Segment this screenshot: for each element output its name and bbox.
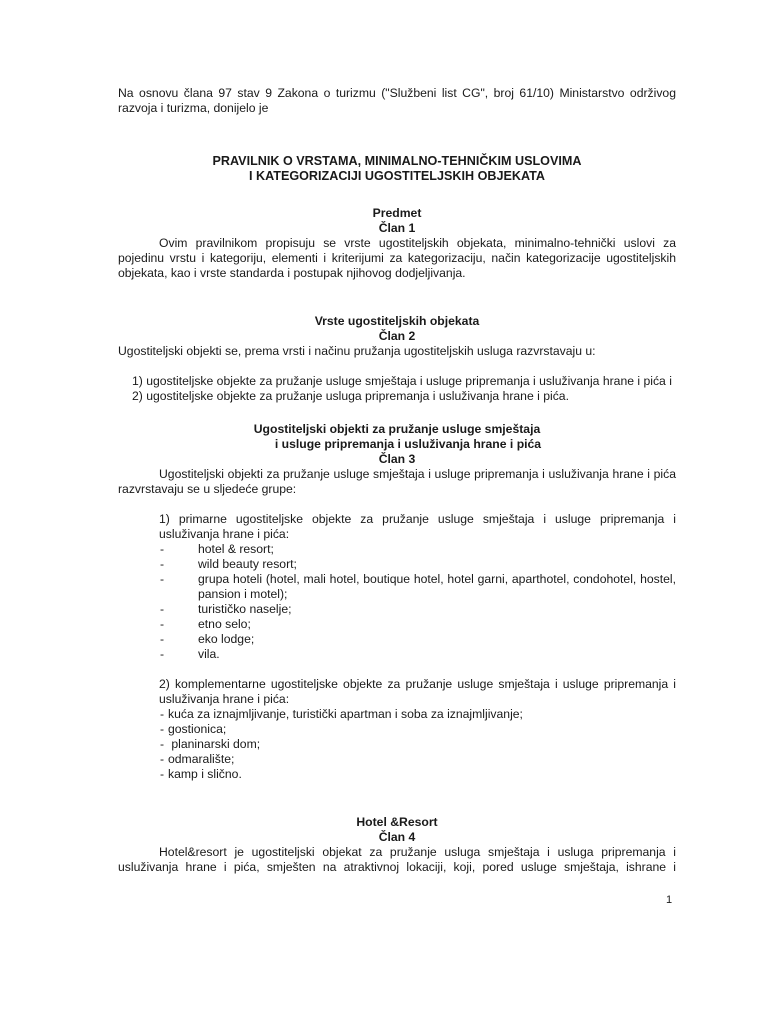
section3-article: Član 3 <box>378 452 416 466</box>
section2-article: Član 2 <box>378 329 416 343</box>
list-item: - gostionica; <box>160 722 227 736</box>
section2-heading: Vrste ugostiteljskih objekata <box>314 314 480 328</box>
section1-article: Član 1 <box>378 221 416 235</box>
document-title-line1: PRAVILNIK O VRSTAMA, MINIMALNO-TEHNIČKIM USLOVIMA <box>212 154 582 168</box>
group2-text: 2) komplementarne ugostiteljske objekte za pružanje usluge smještaja i usluge pripremanja i usluživanja hrane i pića: <box>159 677 676 706</box>
list-item: - grupa hoteli (hotel, mali hotel, boutique hotel, hotel garni, aparthotel, condohotel, hostel, pansion i motel); <box>160 572 676 601</box>
section3-heading-line1: Ugostiteljski objekti za pružanje usluge smještaja <box>253 422 541 436</box>
document-body <box>118 86 676 875</box>
list-item: - odmaralište; <box>160 752 235 766</box>
page-number: 1 <box>666 894 673 906</box>
section2-item-2: 2) ugostiteljske objekte za pružanje usluga pripremanja i usluživanja hrane i pića. <box>132 389 569 403</box>
group2-list <box>118 707 676 782</box>
section3-group1 <box>118 512 676 662</box>
section1-heading: Predmet <box>372 206 422 220</box>
section2-item-1: 1) ugostiteljske objekte za pružanje usluge smještaja i usluge pripremanja i usluživanja hrane i pića i <box>132 374 672 388</box>
section3-heading-line2: i usluge pripremanja i usluživanja hrane i pića <box>274 437 542 451</box>
group1-list <box>118 542 676 662</box>
list-item: - vila. <box>160 647 220 661</box>
section2-text: Ugostiteljski objekti se, prema vrsti i načinu pružanja ugostiteljskih usluga razvrstavaju u: <box>118 344 596 358</box>
section4-article: Član 4 <box>378 830 416 844</box>
document-title-line2: I KATEGORIZACIJI UGOSTITELJSKIH OBJEKATA <box>249 169 545 183</box>
list-item: - hotel & resort; <box>160 542 274 556</box>
list-item: - eko lodge; <box>160 632 255 646</box>
group1-text: 1) primarne ugostiteljske objekte za pružanje usluge smještaja i usluge pripremanja i usluživanja hrane i pića: <box>159 512 676 541</box>
section4-heading: Hotel &Resort <box>356 815 438 829</box>
list-item: - wild beauty resort; <box>160 557 297 571</box>
list-item: - kuća za iznajmljivanje, turistički apartman i soba za iznajmljivanje; <box>160 707 523 721</box>
section2-list <box>118 374 676 404</box>
section3-text: Ugostiteljski objekti za pružanje usluge smještaja i usluge pripremanja i usluživanja hrane i pića razvrstavaju se u sljedeće grupe: <box>118 467 676 496</box>
intro-paragraph: Na osnovu člana 97 stav 9 Zakona o turizmu ("Službeni list CG", broj 61/10) Ministarstvo održivog razvoja i turizma, donijelo je <box>118 86 676 115</box>
section3-group2 <box>118 677 676 782</box>
list-item: - planinarski dom; <box>160 737 261 751</box>
section4-text: Hotel&resort je ugostiteljski objekat za pružanje usluga smještaja i usluga pripremanja i usluživanja hrane i pića, smješten na atraktivnoj lokaciji, koji, pored usluge smještaja, ishrane i <box>118 845 676 874</box>
list-item: - etno selo; <box>160 617 251 631</box>
section1-text: Ovim pravilnikom propisuju se vrste ugostiteljskih objekata, minimalno-tehnički uslovi za pojedinu vrstu i kategoriju, elementi i kriterijumi za kategorizaciju, način kategorizacije ugostiteljskih objekata, kao i vrste standarda i postupak njihovog dodjeljivanja. <box>118 236 676 280</box>
list-item: - kamp i slično. <box>160 767 242 781</box>
list-item: - turističko naselje; <box>160 602 292 616</box>
